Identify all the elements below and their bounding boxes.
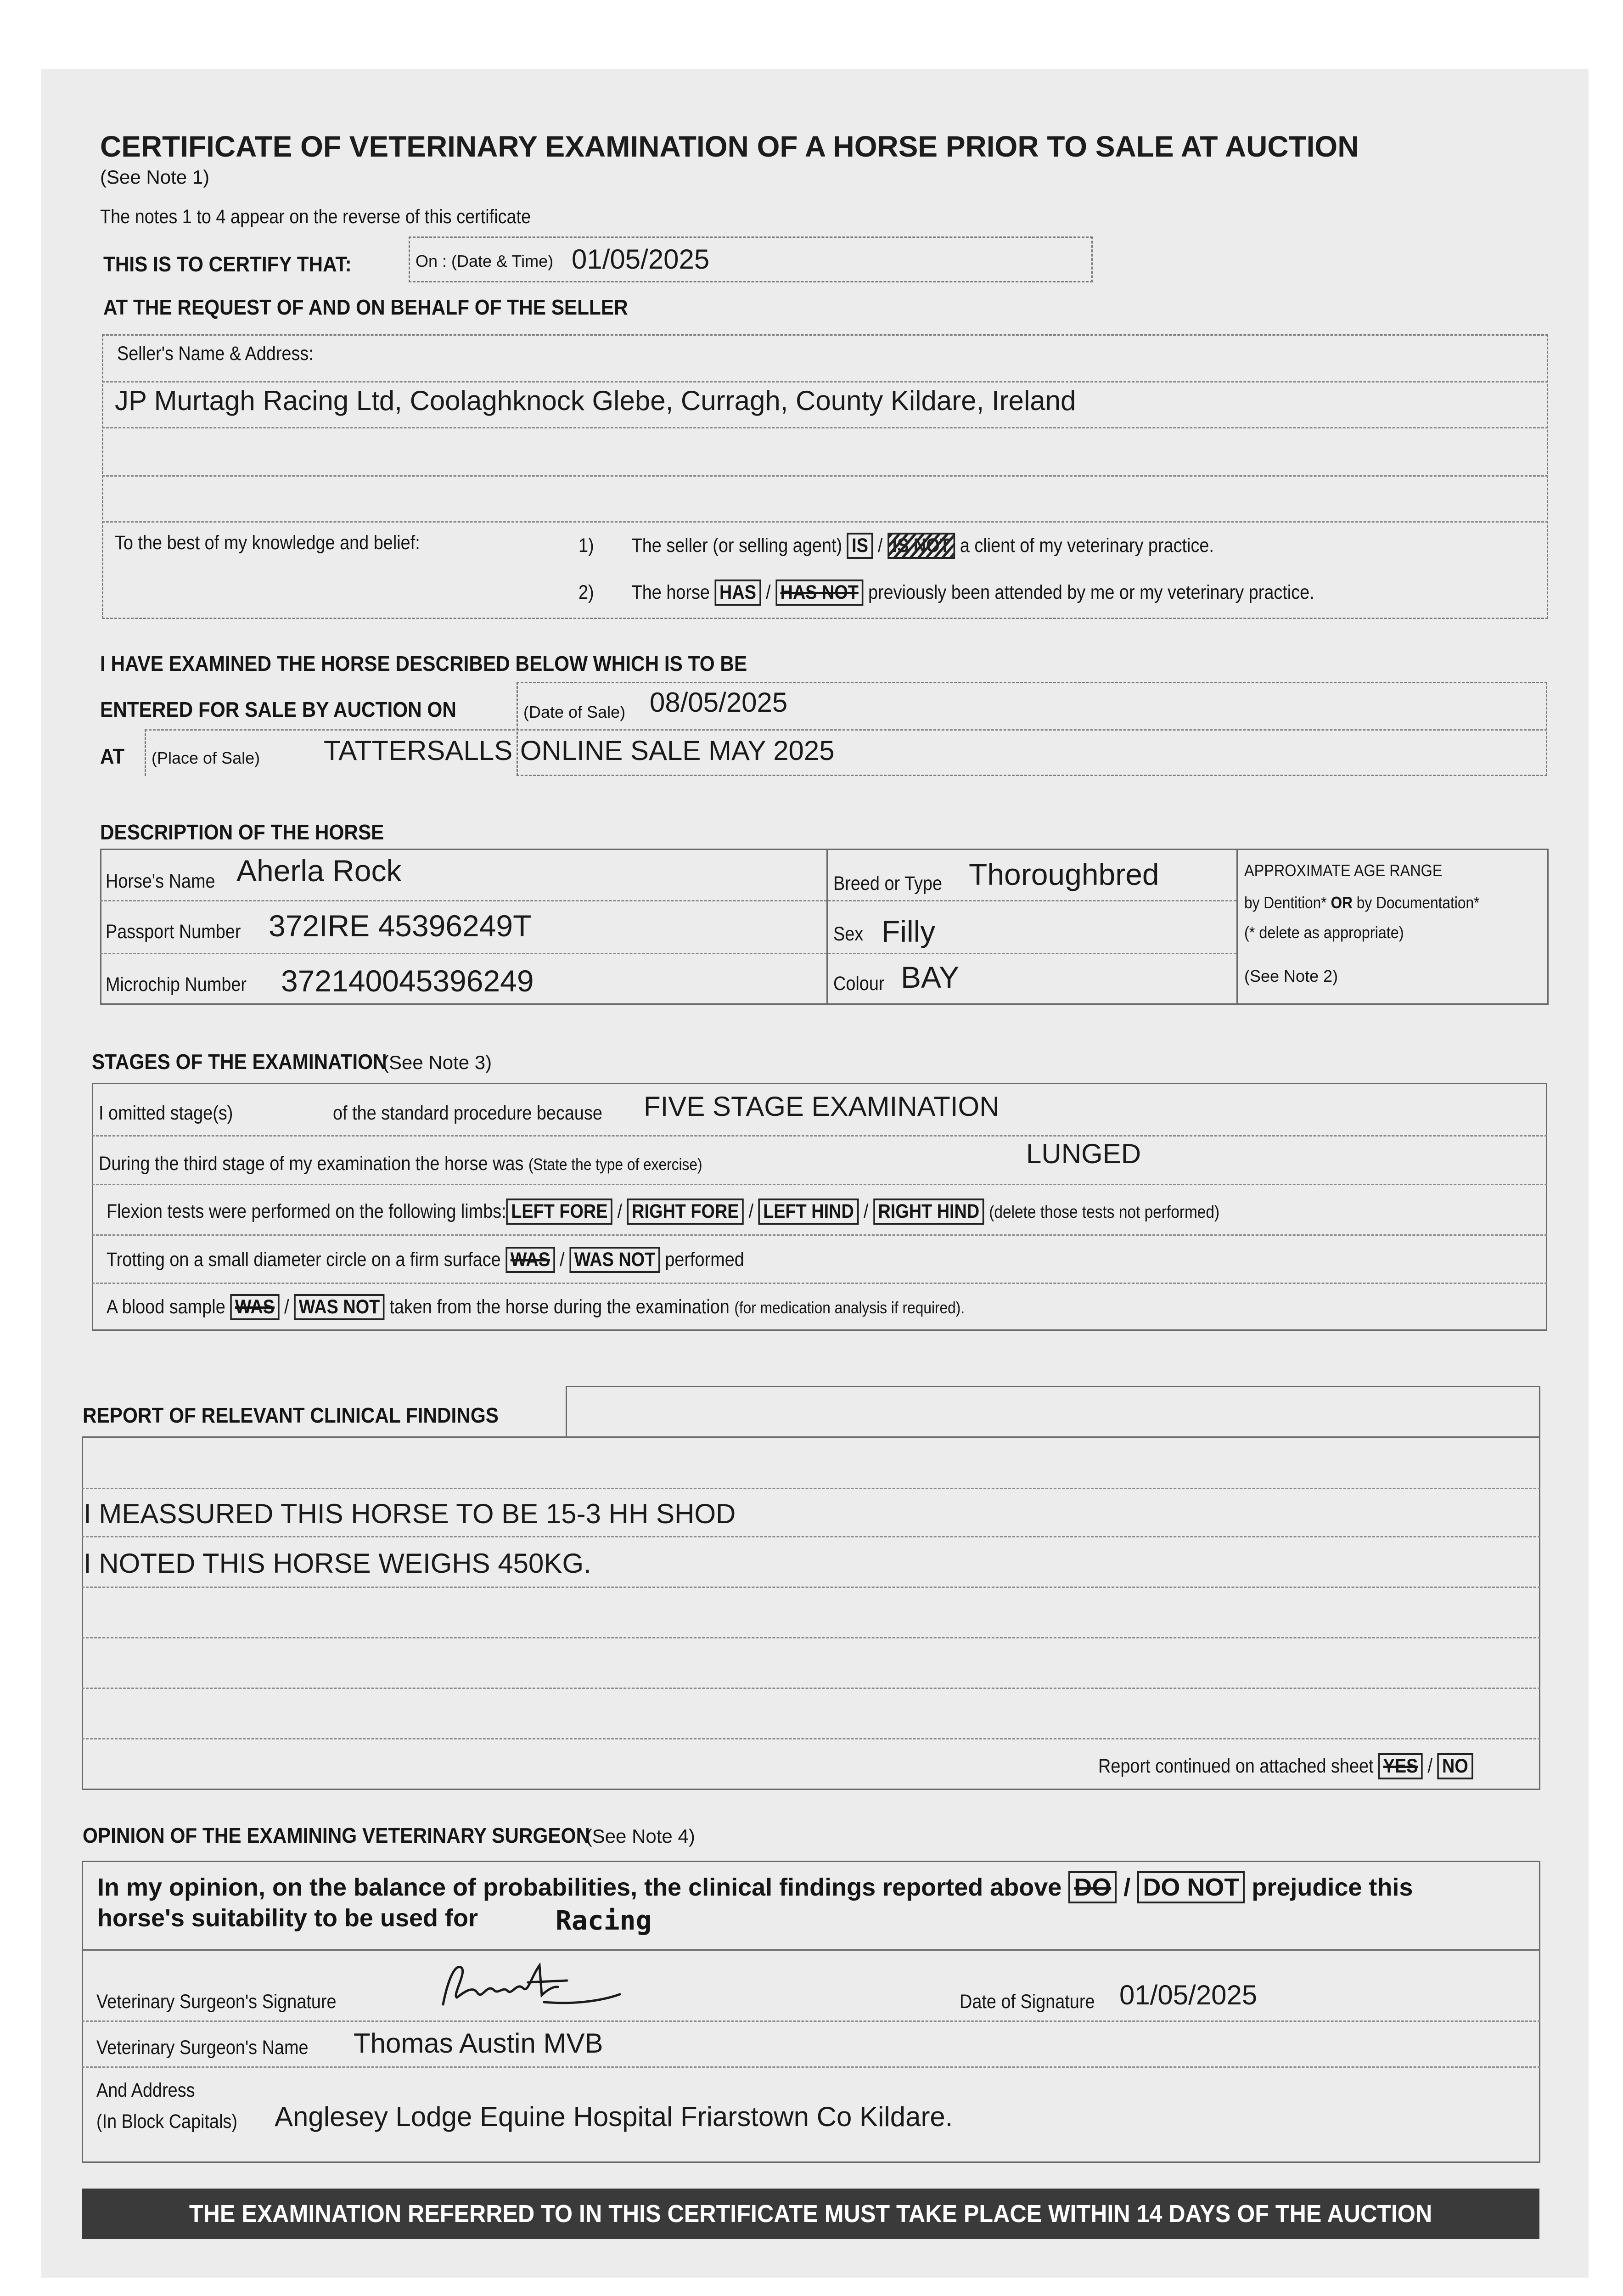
is-not-option[interactable]: IS NOT bbox=[887, 533, 955, 559]
place-value: TATTERSALLS ONLINE SALE MAY 2025 bbox=[324, 735, 835, 766]
trot-sep: / bbox=[560, 1249, 565, 1271]
report-line-2: I NOTED THIS HORSE WEIGHS 450KG. bbox=[84, 1548, 591, 1579]
sale-date-label: (Date of Sale) bbox=[523, 703, 626, 721]
seller-box bbox=[102, 334, 1548, 619]
continued-sep: / bbox=[1427, 1755, 1432, 1777]
seller-line bbox=[102, 475, 1548, 477]
seller-label: Seller's Name & Address: bbox=[117, 343, 314, 365]
age-see-note: (See Note 2) bbox=[1244, 967, 1338, 985]
address-label-1: And Address bbox=[96, 2079, 195, 2101]
footer-banner bbox=[82, 2189, 1539, 2239]
trotting-row bbox=[107, 1247, 744, 1273]
report-box bbox=[82, 1436, 1540, 1790]
date-of-signature-label: Date of Signature bbox=[960, 1991, 1095, 2013]
description-divider bbox=[1236, 849, 1238, 1005]
stages-row-line bbox=[92, 1234, 1547, 1236]
surgeon-name-value: Thomas Austin MVB bbox=[354, 2028, 603, 2059]
report-line bbox=[82, 1587, 1540, 1588]
opinion-text-end: prejudice this bbox=[1252, 1874, 1413, 1901]
opinion-heading-row bbox=[83, 1823, 695, 1848]
colour-label: Colour bbox=[833, 973, 885, 995]
age-or: OR bbox=[1331, 893, 1353, 912]
continued-no-option[interactable]: NO bbox=[1437, 1753, 1473, 1779]
age-delete-note: (* delete as appropriate) bbox=[1244, 923, 1404, 942]
flexion-left-fore[interactable]: LEFT FORE bbox=[506, 1199, 612, 1225]
sale-line bbox=[145, 729, 1547, 731]
blood-label: A blood sample bbox=[107, 1296, 225, 1318]
continued-yes-option[interactable]: YES bbox=[1378, 1753, 1423, 1779]
stages-note: (See Note 3) bbox=[382, 1052, 492, 1073]
blood-hint: (for medication analysis if required). bbox=[734, 1298, 965, 1317]
omitted-label: I omitted stage(s) bbox=[99, 1102, 233, 1124]
report-line-1: I MEASSURED THIS HORSE TO BE 15-3 HH SHOD bbox=[84, 1498, 736, 1529]
flexion-row bbox=[107, 1199, 1219, 1225]
request-line: AT THE REQUEST OF AND ON BEHALF OF THE SELLER bbox=[103, 295, 628, 319]
third-stage-row bbox=[99, 1153, 702, 1175]
knowledge-label: To the best of my knowledge and belief: bbox=[115, 532, 420, 554]
age-range-method bbox=[1244, 893, 1479, 912]
trot-was-option[interactable]: WAS bbox=[505, 1247, 555, 1273]
flexion-sep: / bbox=[863, 1200, 869, 1222]
has-option[interactable]: HAS bbox=[714, 580, 761, 606]
report-line bbox=[82, 1637, 1540, 1638]
microchip-label: Microchip Number bbox=[106, 974, 247, 996]
statement-1-sep: / bbox=[878, 535, 883, 557]
opinion-heading: OPINION OF THE EXAMINING VETERINARY SURGEON bbox=[83, 1823, 590, 1847]
trot-performed: performed bbox=[665, 1249, 744, 1271]
seller-line bbox=[102, 521, 1548, 523]
address-label-2: (In Block Capitals) bbox=[96, 2110, 238, 2133]
age-range-title: APPROXIMATE AGE RANGE bbox=[1244, 861, 1443, 880]
address-value: Anglesey Lodge Equine Hospital Friarstown Co Kildare. bbox=[275, 2101, 953, 2132]
age-by-dentition: by Dentition* bbox=[1244, 893, 1327, 912]
statement-1-end: a client of my veterinary practice. bbox=[960, 535, 1214, 557]
description-heading: DESCRIPTION OF THE HORSE bbox=[100, 820, 384, 844]
flexion-right-fore[interactable]: RIGHT FORE bbox=[627, 1199, 744, 1225]
stages-heading: STAGES OF THE EXAMINATION bbox=[92, 1050, 387, 1074]
blood-was-option[interactable]: WAS bbox=[230, 1294, 279, 1320]
opinion-divider bbox=[82, 1949, 1540, 1951]
opinion-do-not-option[interactable]: DO NOT bbox=[1137, 1871, 1245, 1903]
opinion-statement bbox=[97, 1871, 1413, 1903]
breed-value: Thoroughbred bbox=[969, 857, 1159, 891]
third-stage-hint: (State the type of exercise) bbox=[528, 1155, 702, 1174]
blood-was-not-option[interactable]: WAS NOT bbox=[294, 1294, 385, 1320]
horse-name-label: Horse's Name bbox=[106, 870, 215, 892]
blood-row bbox=[107, 1294, 965, 1320]
blood-taken-text: taken from the horse during the examination bbox=[389, 1296, 730, 1318]
surgeon-name-label: Veterinary Surgeon's Name bbox=[96, 2037, 309, 2059]
flexion-sep: / bbox=[617, 1200, 623, 1222]
stages-row-line bbox=[92, 1184, 1547, 1185]
trotting-label: Trotting on a small diameter circle on a firm surface bbox=[107, 1249, 501, 1271]
flexion-left-hind[interactable]: LEFT HIND bbox=[758, 1199, 859, 1225]
statement-2-text: The horse bbox=[631, 581, 710, 603]
opinion-do-option[interactable]: DO bbox=[1068, 1871, 1117, 1903]
trot-was-not-option[interactable]: WAS NOT bbox=[569, 1247, 660, 1273]
flexion-label: Flexion tests were performed on the following limbs: bbox=[107, 1200, 506, 1222]
passport-value: 372IRE 45396249T bbox=[269, 909, 532, 943]
report-heading: REPORT OF RELEVANT CLINICAL FINDINGS bbox=[83, 1403, 499, 1427]
sale-line-1: I HAVE EXAMINED THE HORSE DESCRIBED BELOW WHICH IS TO BE bbox=[100, 652, 747, 675]
description-divider bbox=[826, 849, 828, 1005]
sale-line-2: ENTERED FOR SALE BY AUCTION ON bbox=[100, 698, 456, 721]
opinion-line-2: horse's suitability to be used for bbox=[97, 1904, 478, 1932]
third-stage-label: During the third stage of my examination the horse was bbox=[99, 1153, 524, 1175]
statement-1-number: 1) bbox=[578, 535, 594, 557]
stages-row-line bbox=[92, 1135, 1547, 1137]
report-line bbox=[82, 1738, 1540, 1739]
sale-date-value: 08/05/2025 bbox=[650, 687, 788, 718]
exam-date-value: 01/05/2025 bbox=[572, 244, 710, 275]
sex-value: Filly bbox=[882, 914, 936, 948]
statement-1-text: The seller (or selling agent) bbox=[631, 535, 842, 557]
statement-2 bbox=[578, 580, 1314, 606]
flexion-right-hind[interactable]: RIGHT HIND bbox=[873, 1199, 984, 1225]
statement-2-number: 2) bbox=[578, 581, 594, 603]
opinion-note: (See Note 4) bbox=[585, 1825, 695, 1847]
omitted-value: FIVE STAGE EXAMINATION bbox=[644, 1091, 1000, 1122]
signature-image bbox=[434, 1954, 627, 2014]
see-note-1: (See Note 1) bbox=[100, 166, 210, 188]
description-row-line bbox=[100, 953, 1236, 954]
breed-label: Breed or Type bbox=[833, 872, 943, 895]
passport-label: Passport Number bbox=[106, 921, 241, 943]
colour-value: BAY bbox=[901, 960, 960, 994]
stages-heading-row bbox=[92, 1049, 492, 1074]
opinion-line bbox=[82, 2066, 1540, 2068]
certificate-title: CERTIFICATE OF VETERINARY EXAMINATION OF A HORSE PRIOR TO SALE AT AUCTION bbox=[100, 130, 1359, 163]
report-line bbox=[82, 1688, 1540, 1689]
statement-2-end: previously been attended by me or my veterinary practice. bbox=[868, 581, 1314, 603]
seller-value: JP Murtagh Racing Ltd, Coolaghknock Glebe, Curragh, County Kildare, Ireland bbox=[115, 385, 1076, 416]
intended-use-value: Racing bbox=[556, 1905, 652, 1936]
microchip-value: 372140045396249 bbox=[281, 964, 534, 998]
place-label: (Place of Sale) bbox=[152, 748, 260, 767]
sex-label: Sex bbox=[833, 923, 864, 945]
has-not-option[interactable]: HAS NOT bbox=[775, 580, 863, 606]
stages-row-line bbox=[92, 1283, 1547, 1284]
at-label: AT bbox=[100, 744, 125, 768]
report-line bbox=[82, 1536, 1540, 1537]
flexion-delete-note: (delete those tests not performed) bbox=[989, 1203, 1220, 1222]
blood-sep: / bbox=[284, 1296, 289, 1318]
footer-text: THE EXAMINATION REFERRED TO IN THIS CERTIFICATE MUST TAKE PLACE WITHIN 14 DAYS OF THE AUCTION bbox=[189, 2200, 1432, 2228]
opinion-line bbox=[82, 2020, 1540, 2022]
signature-label: Veterinary Surgeon's Signature bbox=[96, 1991, 337, 2013]
statement-1 bbox=[578, 533, 1214, 559]
age-by-documentation: by Documentation* bbox=[1356, 893, 1480, 912]
horse-name-value: Aherla Rock bbox=[236, 854, 402, 888]
omitted-because-label: of the standard procedure because bbox=[333, 1102, 602, 1124]
seller-line bbox=[102, 381, 1548, 383]
seller-line bbox=[102, 427, 1548, 428]
certify-label: THIS IS TO CERTIFY THAT: bbox=[103, 252, 352, 276]
report-line bbox=[82, 1488, 1540, 1489]
statement-2-sep: / bbox=[766, 581, 771, 603]
exam-date-label: On : (Date & Time) bbox=[416, 252, 554, 270]
sale-divider bbox=[145, 729, 146, 776]
notes-line: The notes 1 to 4 appear on the reverse of this certificate bbox=[100, 206, 531, 228]
report-continued-label: Report continued on attached sheet bbox=[1098, 1755, 1374, 1777]
opinion-sep: / bbox=[1123, 1874, 1131, 1901]
report-heading-box bbox=[566, 1386, 1540, 1436]
description-row-line bbox=[100, 900, 1236, 901]
report-continued-row bbox=[1098, 1753, 1473, 1779]
flexion-sep: / bbox=[748, 1200, 754, 1222]
third-stage-value: LUNGED bbox=[1026, 1138, 1141, 1169]
date-of-signature-value: 01/05/2025 bbox=[1119, 1980, 1258, 2010]
is-option[interactable]: IS bbox=[847, 533, 873, 559]
opinion-text: In my opinion, on the balance of probabilities, the clinical findings reported above bbox=[97, 1874, 1062, 1901]
